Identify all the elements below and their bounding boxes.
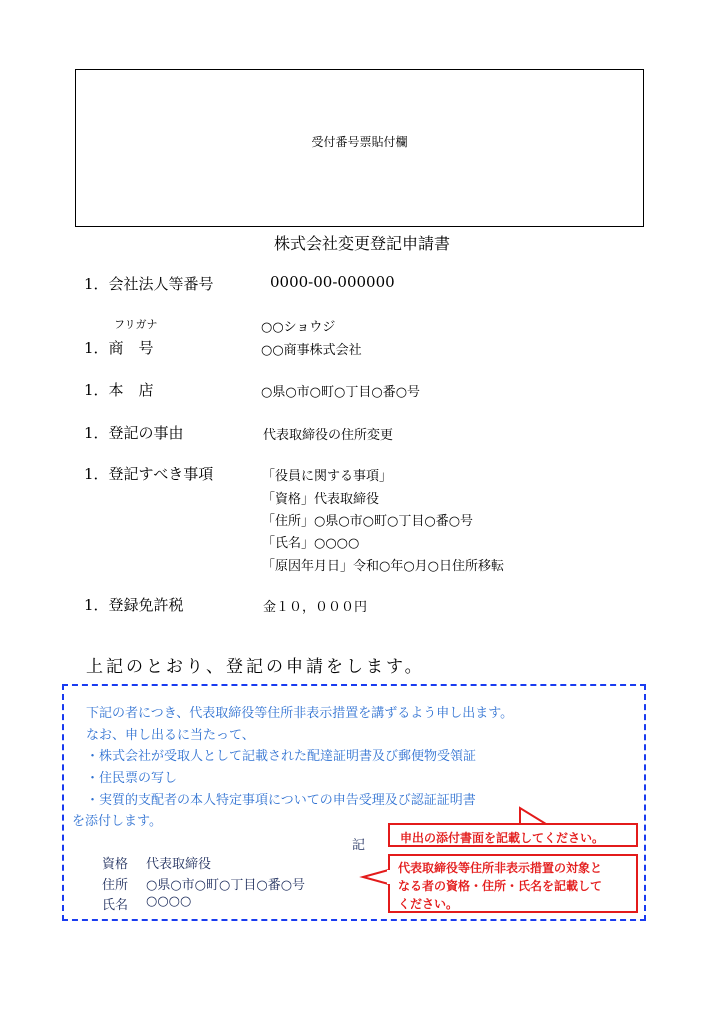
request-line: ・実質的支配者の本人特定事項についての申告受理及び認証証明書: [86, 793, 476, 808]
matters-line: 「氏名」○○○○: [262, 536, 360, 551]
reason-value: 代表取締役の住所変更: [263, 428, 394, 443]
name-label: 氏名: [102, 898, 129, 913]
callout-attachments-text: 申出の添付書面を記載してください。: [400, 831, 605, 845]
callout-attachments: [388, 823, 638, 847]
furigana-value: ○○ショウジ: [261, 320, 336, 335]
name-value: ○○○○: [146, 894, 192, 909]
tax-label: 1．登録免許税: [84, 596, 184, 614]
matters-line: 「住所」○県○市○町○丁目○番○号: [262, 514, 474, 529]
furigana-label: フリガナ: [114, 318, 158, 331]
head-office-label: 1．本 店: [84, 381, 154, 399]
qualification-label: 資格: [102, 857, 129, 872]
callout-tail-joint: [387, 870, 391, 884]
request-line: ・住民票の写し: [86, 771, 178, 786]
corp-number-label: 1．会社法人等番号: [84, 275, 214, 293]
document-title: 株式会社変更登記申請書: [273, 234, 450, 253]
callout-subject-person: [388, 854, 638, 913]
request-line: なお、申し出るに当たって、: [86, 728, 255, 743]
matters-label: 1．登記すべき事項: [84, 465, 214, 483]
declaration-text: 上記のとおり、登記の申請をします。: [86, 657, 425, 677]
corp-number-value: 0000-00-000000: [270, 273, 395, 291]
qualification-value: 代表取締役: [146, 857, 212, 872]
request-line: 下記の者につき、代表取締役等住所非表示措置を講ずるよう申し出ます。: [86, 706, 514, 721]
address-value: ○県○市○町○丁目○番○号: [146, 878, 306, 893]
matters-line: 「資格」代表取締役: [262, 492, 380, 507]
callout-subject-line: ください。: [398, 897, 459, 911]
tax-value: 金１０，０００円: [263, 600, 368, 615]
trade-name-value: ○○商事株式会社: [261, 343, 362, 358]
address-label: 住所: [102, 878, 129, 893]
callout-subject-line: なる者の資格・住所・氏名を記載して: [398, 879, 603, 893]
ki-marker: 記: [352, 838, 366, 853]
request-line: を添付します。: [72, 814, 162, 829]
head-office-value: ○県○市○町○丁目○番○号: [261, 385, 421, 400]
reason-label: 1．登記の事由: [84, 424, 184, 442]
trade-name-label: 1．商 号: [84, 339, 154, 357]
callout-subject-line: 代表取締役等住所非表示措置の対象と: [398, 861, 603, 875]
request-line: ・株式会社が受取人として記載された配達証明書及び郵便物受領証: [86, 749, 477, 764]
matters-line: 「原因年月日」令和○年○月○日住所移転: [262, 559, 505, 574]
stamp-box-label: 受付番号票貼付欄: [311, 135, 408, 149]
matters-line: 「役員に関する事項」: [262, 469, 393, 484]
